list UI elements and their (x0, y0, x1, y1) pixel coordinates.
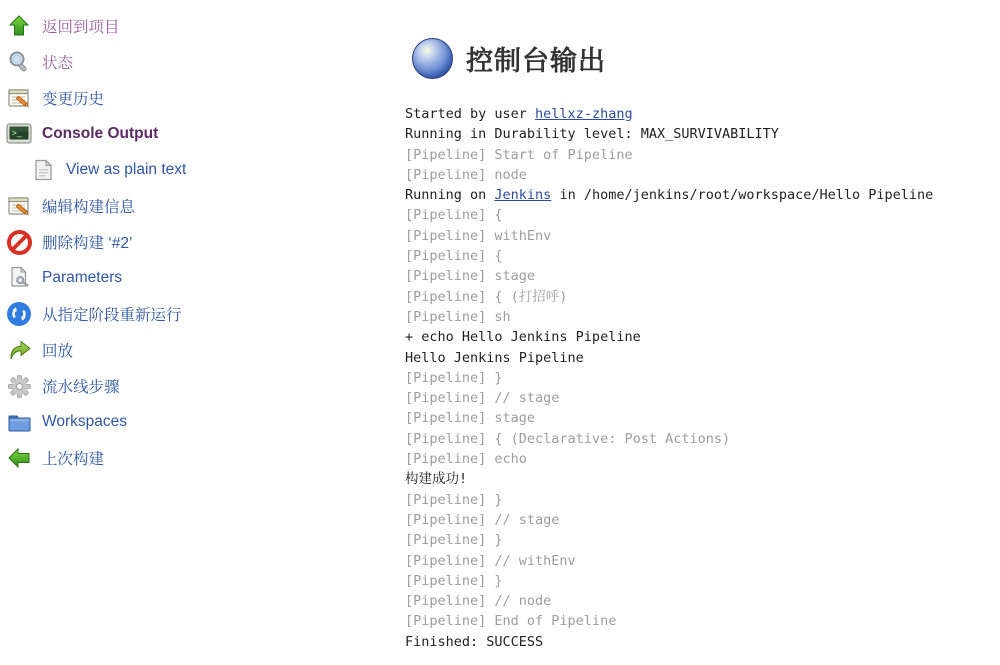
console-text: [Pipeline] } (405, 532, 503, 549)
console-line (405, 287, 990, 307)
console-line (405, 124, 990, 144)
console-line (405, 530, 990, 550)
console-text: Started by user (405, 106, 536, 122)
console-line (405, 469, 990, 489)
console-line (405, 368, 990, 388)
console-line (405, 205, 990, 225)
console-text: [Pipeline] { (405, 207, 503, 224)
sidebar-item-back-to-project[interactable] (6, 8, 405, 44)
sidebar-item-changes[interactable] (6, 80, 405, 116)
sidebar-item-label: 上次构建 (42, 451, 105, 468)
terminal-icon (6, 121, 32, 147)
folder-icon (6, 409, 32, 435)
console-line (405, 266, 990, 286)
svg-text:>_: >_ (12, 128, 22, 138)
main-content (405, 0, 1000, 665)
console-line (405, 145, 990, 165)
gear-icon (6, 373, 32, 399)
sidebar-item-delete-build[interactable] (6, 224, 405, 260)
replay-arrow-icon (6, 337, 32, 363)
document-wrench-icon (6, 265, 32, 291)
console-text: [Pipeline] sh (405, 308, 511, 325)
console-text: [Pipeline] { (打招呼) (405, 288, 568, 305)
console-text: [Pipeline] { (405, 248, 503, 265)
console-text: [Pipeline] // withEnv (405, 552, 576, 569)
console-line (405, 551, 990, 571)
sidebar-item-previous-build[interactable] (6, 440, 405, 476)
console-text: [Pipeline] { (Declarative: Post Actions) (405, 430, 731, 447)
sidebar-item-label: 返回到项目 (42, 19, 120, 36)
console-line (405, 388, 990, 408)
console-line (405, 327, 990, 347)
console-line (405, 490, 990, 510)
arrow-left-icon (6, 445, 32, 471)
page-header (412, 38, 990, 79)
build-status-ball-blue-icon (412, 38, 453, 79)
sidebar-item-label: Console Output (42, 125, 159, 142)
console-text: [Pipeline] node (405, 166, 527, 183)
console-output-log (405, 104, 990, 652)
sidebar-item-label: 删除构建 ‘#2’ (42, 235, 133, 252)
console-text: Running on (405, 187, 495, 204)
console-line (405, 307, 990, 327)
console-text: [Pipeline] End of Pipeline (405, 613, 617, 630)
sidebar-item-label: 从指定阶段重新运行 (42, 307, 182, 324)
sidebar-item-console-output[interactable] (6, 116, 405, 152)
console-line (405, 246, 990, 266)
console-text: [Pipeline] } (405, 369, 503, 386)
edit-notepad-icon (6, 85, 32, 111)
page-title: 控制台输出 (466, 46, 606, 76)
sidebar-item-status[interactable] (6, 44, 405, 80)
edit-notepad-icon (6, 193, 32, 219)
console-text: [Pipeline] stage (405, 410, 536, 427)
sidebar-item-restart-from-stage[interactable] (6, 296, 405, 332)
restart-icon (6, 301, 32, 327)
sidebar-item-pipeline-steps[interactable] (6, 368, 405, 404)
console-line (405, 571, 990, 591)
console-line (405, 611, 990, 631)
arrow-up-icon (6, 13, 32, 39)
console-text: [Pipeline] } (405, 572, 503, 589)
sidebar-item-label: Workspaces (42, 413, 127, 430)
search-icon (6, 49, 32, 75)
console-line (405, 408, 990, 428)
sidebar-item-parameters[interactable] (6, 260, 405, 296)
console-text: 构建成功! (405, 471, 468, 488)
console-text: Finished: SUCCESS (405, 633, 544, 650)
console-text: [Pipeline] echo (405, 451, 527, 468)
console-text: in /home/jenkins/root/workspace/Hello Pipeline (551, 187, 934, 204)
sidebar-item-label: 状态 (42, 55, 74, 72)
console-link[interactable]: hellxz-zhang (535, 106, 633, 122)
console-line (405, 165, 990, 185)
console-line (405, 510, 990, 530)
console-line (405, 348, 990, 368)
sidebar-item-label: View as plain text (66, 161, 187, 178)
console-text: Running in Durability level: MAX_SURVIVABILITY (405, 126, 779, 143)
forbidden-icon (6, 229, 32, 255)
console-line (405, 632, 990, 652)
console-text: [Pipeline] } (405, 491, 503, 508)
console-line (405, 104, 990, 124)
console-text: [Pipeline] Start of Pipeline (405, 146, 633, 163)
sidebar-item-label: Parameters (42, 269, 123, 286)
console-line (405, 429, 990, 449)
sidebar-item-label: 流水线步骤 (42, 379, 120, 396)
console-link[interactable]: Jenkins (494, 187, 552, 204)
console-text: [Pipeline] // stage (405, 390, 560, 407)
console-line (405, 449, 990, 469)
sidebar-item-view-as-plain-text[interactable] (30, 152, 405, 188)
console-line (405, 226, 990, 246)
console-text: [Pipeline] // stage (405, 511, 560, 528)
sidebar-item-replay[interactable] (6, 332, 405, 368)
console-text: [Pipeline] stage (405, 268, 536, 285)
console-text: [Pipeline] withEnv (405, 227, 552, 244)
sidebar-item-label: 变更历史 (42, 91, 105, 108)
console-text: [Pipeline] // node (405, 593, 552, 610)
console-text: Hello Jenkins Pipeline (405, 349, 584, 366)
sidebar-item-label: 回放 (42, 343, 74, 360)
document-icon (30, 157, 56, 183)
sidebar-task-menu (0, 0, 405, 665)
sidebar-item-label: 编辑构建信息 (42, 199, 136, 216)
sidebar-item-edit-build-info[interactable] (6, 188, 405, 224)
console-line (405, 591, 990, 611)
console-text: + echo Hello Jenkins Pipeline (405, 329, 641, 346)
sidebar-item-workspaces[interactable] (6, 404, 405, 440)
console-line (405, 185, 990, 205)
